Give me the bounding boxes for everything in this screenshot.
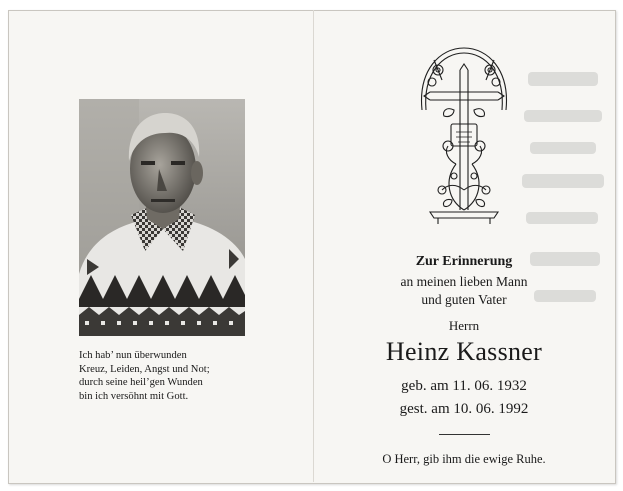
poem-line-2: Kreuz, Leiden, Angst und Not;: [79, 363, 210, 375]
poem: [79, 349, 279, 403]
portrait-photo: [79, 99, 245, 336]
floral-cross-icon: [408, 40, 518, 230]
blessing-line: O Herr, gib ihm die ewige Ruhe.: [382, 452, 546, 466]
remembrance-heading: Zur Erinnerung: [415, 254, 513, 269]
divider: [439, 434, 490, 435]
birth-date: geb. am 11. 06. 1932: [401, 378, 527, 394]
dedication-line-2: und guten Vater: [421, 292, 507, 307]
death-date: gest. am 10. 06. 1992: [399, 401, 529, 417]
poem-line-4: bin ich versöhnt mit Gott.: [79, 390, 189, 402]
poem-line-1: Ich hab’ nun überwunden: [79, 350, 187, 361]
salutation: Herrn: [448, 318, 480, 333]
poem-line-3: durch seine heil’gen Wunden: [79, 377, 203, 389]
dedication-line-1: an meinen lieben Mann: [400, 274, 528, 289]
deceased-name: Heinz Kassner: [385, 337, 543, 366]
